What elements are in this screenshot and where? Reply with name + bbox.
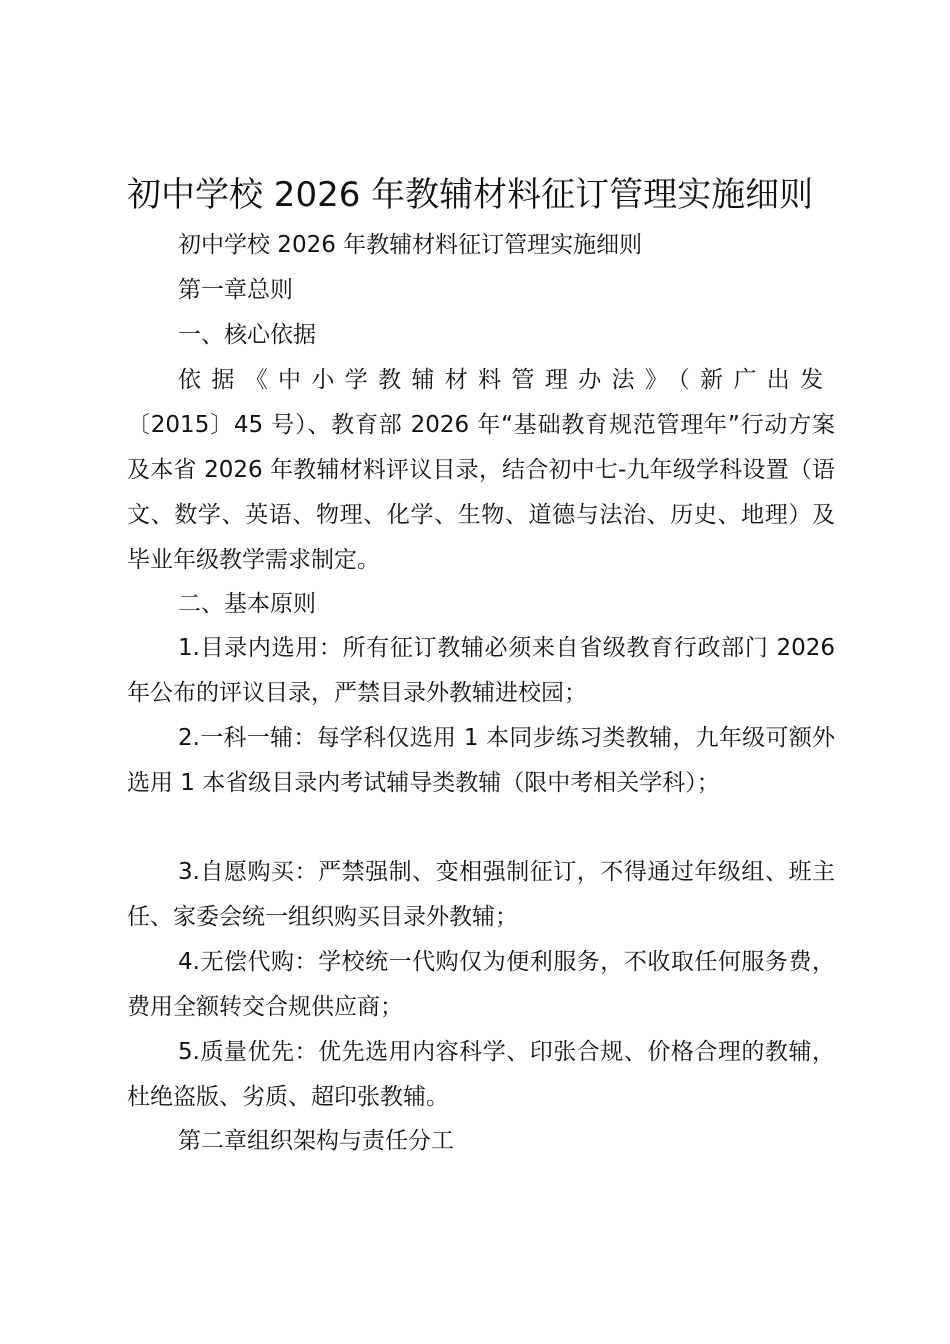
document-title: 初中学校 2026 年教辅材料征订管理实施细则	[127, 175, 814, 215]
document-subtitle: 初中学校 2026 年教辅材料征订管理实施细则	[178, 232, 643, 258]
chapter-heading-2: 第二章组织架构与责任分工	[178, 1128, 454, 1154]
basis-paragraph-line1: 依据《中小学教辅材料管理办法》（新广出发	[178, 367, 834, 393]
section-heading-principles: 二、基本原则	[178, 591, 316, 617]
principle-item-3: 3.自愿购买：严禁强制、变相强制征订，不得通过年级组、班主任、家委会统一组织购买目录外教辅；	[127, 859, 835, 930]
principle-item-1: 1.目录内选用：所有征订教辅必须来自省级教育行政部门 2026 年公布的评议目录，严禁目录外教辅进校园；	[127, 635, 835, 706]
chapter-heading-1: 第一章总则	[178, 277, 293, 303]
basis-paragraph-rest: 〔2015〕45 号）、教育部 2026 年“基础教育规范管理年”行动方案及本省 2026 年教辅材料评议目录，结合初中七-九年级学科设置（语文、数学、英语、物理、化学、生物、道德与法治、历史、地理）及毕业年级教学需求制定。	[127, 412, 835, 573]
principle-item-4: 4.无偿代购：学校统一代购仅为便利服务，不收取任何服务费，费用全额转交合规供应商；	[127, 949, 835, 1020]
principle-item-5: 5.质量优先：优先选用内容科学、印张合规、价格合理的教辅，杜绝盗版、劣质、超印张教辅。	[127, 1039, 835, 1110]
section-heading-basis: 一、核心依据	[178, 322, 316, 348]
principle-item-2: 2.一科一辅：每学科仅选用 1 本同步练习类教辅，九年级可额外选用 1 本省级目录内考试辅导类教辅（限中考相关学科）；	[127, 725, 835, 796]
